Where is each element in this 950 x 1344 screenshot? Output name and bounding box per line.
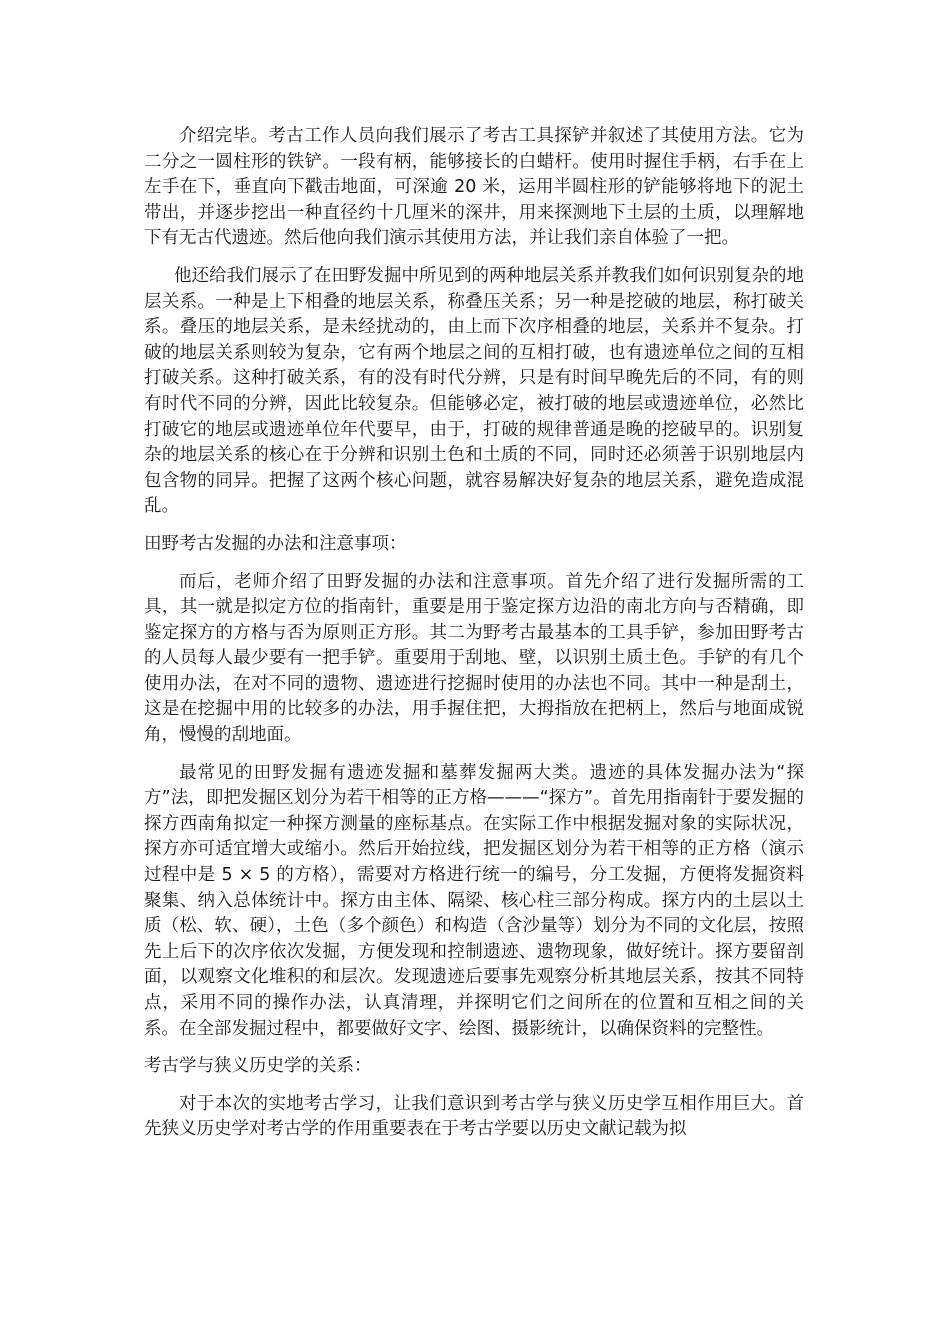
paragraph-excavation-methods: 最常见的田野发掘有遗迹发掘和墓葬发掘两大类。遗迹的具体发掘办法为“探方”法，即把发掘区划分为若干相等的正方格———“探方”。首先用指南针于要发掘的探方西南角拟定一种探方测量的座标基点。在实际工作中根据发掘对象的实际状况，探方亦可适宜增大或缩小。然后开始拉线，把发掘区划分为若干相等的正方格（演示过程中是 5 × 5 的方格），需要对方格进行统一的编号，分工发掘，方便将发掘资料聚集、纳入总体统计中。探方由主体、隔梁、核心柱三部分构成。探方内的土层以土质（松、软、硬），土色（多个颜色）和构造（含沙量等）划分为不同的文化层，按照先上后下的次序依次发掘，方便发现和控制遗迹、遗物现象，做好统计。探方要留剖面，以观察文化堆积的和层次。发现遗迹后要事先观察分析其地层关系，按其不同特点，采用不同的操作办法，认真清理，并探明它们之间所在的位置和互相之间的关系。在全部发掘过程中，都要做好文字、绘图、摄影统计，以确保资料的完整性。: [144, 762, 804, 1039]
paragraph-archaeology-history: 对于本次的实地考古学习，让我们意识到考古学与狭义历史学互相作用巨大。首先狭义历史学对考古学的作用重要表在于考古学要以历史文献记载为拟: [144, 1093, 804, 1140]
section-heading-archaeology-history: 考古学与狭义历史学的关系：: [144, 1056, 372, 1077]
paragraph-stratigraphy: 他还给我们展示了在田野发掘中所见到的两种地层关系并教我们如何识别复杂的地层关系。一种是上下相叠的地层关系，称叠压关系；另一种是挖破的地层，称打破关系。叠压的地层关系，是未经扰动的，由上而下次序相叠的地层，关系并不复杂。打破的地层关系则较为复杂，它有两个地层之间的互相打破，也有遗迹单位之间的互相打破关系。这种打破关系，有的没有时代分辨，只是有时间早晚先后的不同，有的则有时代不同的分辨，因此比较复杂。但能够必定，被打破的地层或遗迹单位，必然比打破它的地层或遗迹单位年代要早，由于，打破的规律普通是晚的挖破早的。识别复杂的地层关系的核心在于分辨和识别土色和土质的不同，同时还必须善于识别地层内包含物的同异。把握了这两个核心问题，就容易解决好复杂的地层关系，避免造成混乱。: [144, 265, 804, 517]
paragraph-tool-demo: 介绍完毕。考古工作人员向我们展示了考古工具探铲并叙述了其使用方法。它为二分之一圆柱形的铁铲。一段有柄，能够接长的白蜡杆。使用时握住手柄，右手在上左手在下，垂直向下戳击地面，可深逾 20 米，运用半圆柱形的铲能够将地下的泥土带出，并逐步挖出一种直径约十几厘米的深井，用来探测地下土层的土质，以理解地下有无古代遗迹。然后他向我们演示其使用方法，并让我们亲自体验了一把。: [144, 126, 804, 249]
paragraph-field-tools: 而后，老师介绍了田野发掘的办法和注意事项。首先介绍了进行发掘所需的工具，其一就是拟定方位的指南针，重要是用于鉴定探方边沿的南北方向与否精确，即鉴定探方的方格与否为原则正方形。其二为野考古最基本的工具手铲，参加田野考古的人员每人最少要有一把手铲。重要用于刮地、壁，以识别土质土色。手铲的有几个使用办法，在对不同的遗物、遗迹进行挖掘时使用的办法也不同。其中一种是刮土，这是在挖掘中用的比较多的办法，用手握住把，大拇指放在把柄上，然后与地面成锐角，慢慢的刮地面。: [144, 571, 804, 746]
section-heading-field-methods: 田野考古发掘的办法和注意事项：: [144, 533, 407, 554]
document-page: [144, 124, 804, 1155]
